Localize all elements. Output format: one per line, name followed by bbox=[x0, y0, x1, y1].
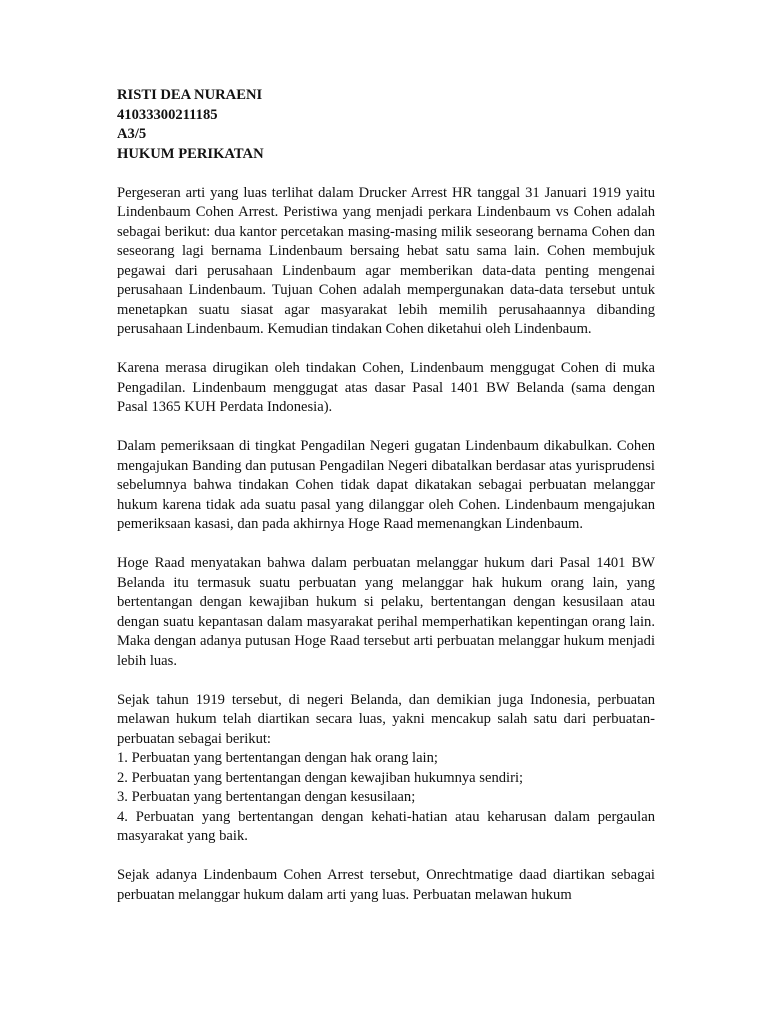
paragraph-4: Hoge Raad menyatakan bahwa dalam perbuatan melanggar hukum dari Pasal 1401 BW Belanda itu termasuk suatu perbuatan yang melanggar hak hukum orang lain, yang bertentangan dengan kewajiban hukum si pelaku, bertentangan dengan kesusilaan atau dengan suatu kepantasan dalam masyarakat perihal memperhatikan kepentingan orang lain. Maka dengan adanya putusan Hoge Raad tersebut arti perbuatan melanggar hukum menjadi lebih luas. bbox=[117, 555, 655, 669]
list-item: 2. Perbuatan yang bertentangan dengan kewajiban hukumnya sendiri; bbox=[117, 769, 524, 786]
paragraph-3: Dalam pemeriksaan di tingkat Pengadilan Negeri gugatan Lindenbaum dikabulkan. Cohen mengajukan Banding dan putusan Pengadilan Negeri dibatalkan berdasar atas yurisprudensi sebelumnya bahwa tindakan Cohen tidak dapat dikatakan sebagai perbuatan melanggar hukum karena tidak ada suatu pasal yang dilanggar oleh Cohen. Lindenbaum mengajukan pemeriksaan kasasi, dan pada akhirnya Hoge Raad memenangkan Lindenbaum. bbox=[117, 438, 655, 532]
act-list bbox=[117, 749, 655, 847]
class-code: A3/5 bbox=[117, 126, 147, 142]
document-page bbox=[117, 86, 655, 925]
paragraph-1: Pergeseran arti yang luas terlihat dalam Drucker Arrest HR tanggal 31 Januari 1919 yaitu Lindenbaum Cohen Arrest. Peristiwa yang menjadi perkara Lindenbaum vs Cohen adalah sebagai berikut: dua kantor percetakan masing-masing milik seseorang bernama Cohen dan seseorang lagi bernama Lindenbaum bersaing hebat satu sama lain. Cohen membujuk pegawai dari perusahaan Lindenbaum agar memberikan data-data penting mengenai perusahaan Lindenbaum. Tujuan Cohen adalah mempergunakan data-data tersebut untuk menetapkan suatu siasat agar masyarakat lebih memilih perusahaannya dibanding perusahaan Lindenbaum. Kemudian tindakan Cohen diketahui oleh Lindenbaum. bbox=[117, 184, 655, 337]
student-id: 41033300211185 bbox=[117, 106, 218, 123]
subject-title: HUKUM PERIKATAN bbox=[117, 145, 264, 162]
list-intro: Sejak tahun 1919 tersebut, di negeri Belanda, dan demikian juga Indonesia, perbuatan melawan hukum telah diartikan secara luas, yakni mencakup salah satu dari perbuatan-perbuatan sebagai berikut: bbox=[117, 691, 655, 747]
author-name: RISTI DEA NURAENI bbox=[117, 87, 263, 103]
document-header bbox=[117, 86, 655, 164]
paragraph-2: Karena merasa dirugikan oleh tindakan Cohen, Lindenbaum menggugat Cohen di muka Pengadilan. Lindenbaum menggugat atas dasar Pasal 1401 BW Belanda (sama dengan Pasal 1365 KUH Perdata Indonesia). bbox=[117, 360, 655, 415]
list-item: 4. Perbuatan yang bertentangan dengan kehati-hatian atau keharusan dalam pergaulan masyarakat yang baik. bbox=[117, 808, 655, 844]
list-item: 1. Perbuatan yang bertentangan dengan hak orang lain; bbox=[117, 750, 438, 766]
closing-paragraph: Sejak adanya Lindenbaum Cohen Arrest tersebut, Onrechtmatige daad diartikan sebagai perbuatan melanggar hukum dalam arti yang luas. Perbuatan melawan hukum bbox=[117, 867, 655, 903]
list-item: 3. Perbuatan yang bertentangan dengan kesusilaan; bbox=[117, 789, 416, 805]
